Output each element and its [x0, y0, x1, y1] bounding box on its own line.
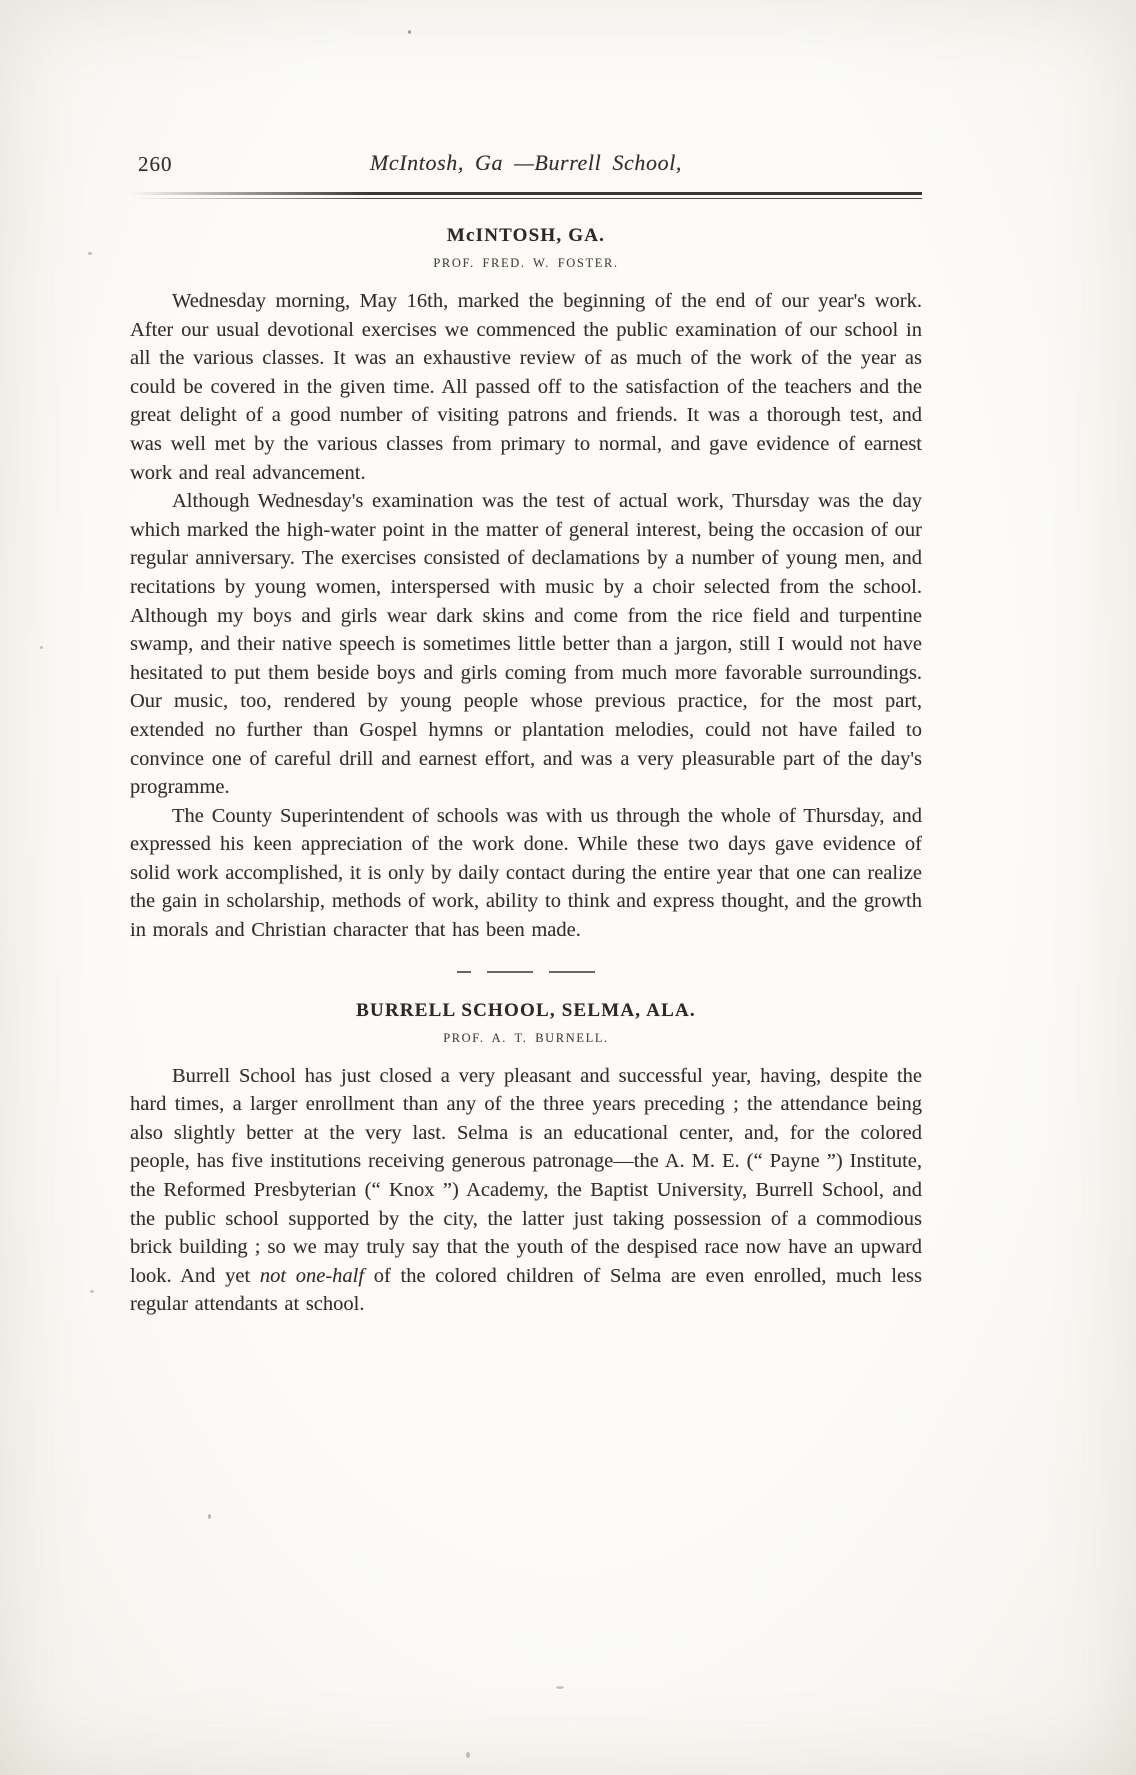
paragraph-text: Burrell School has just closed a very pleasant and successful year, having, despite the hard times, a larger enrollment than any of the three years preceding ; the attendance being also slightly better at the very last. Selma is an educational center, and, for the colored people, has five institutions receiving generous patronage—the A. M. E. (“ Payne ”) Institute, the Reformed Presbyterian (“ Knox ”) Academy, the Baptist University, Burrell School, and the public school supported by the city, the latter just taking possession of a commodious brick building ; so we may truly say that the youth of the despised race now have an upward look. And yet	[130, 1064, 922, 1287]
paragraph: Wednesday morning, May 16th, marked the beginning of the end of our year's work. After our usual devotional exercises we commenced the public examination of our school in all the various classes. It was an exhaustive review of as much of the work of the year as could be covered in the given time. All passed off to the satisfaction of the teachers and the great delight of a good number of visiting patrons and friends. It was a thorough test, and was well met by the various classes from primary to normal, and gave evidence of earnest work and real advancement.	[130, 290, 922, 484]
paragraph	[130, 1062, 922, 1319]
page-number: 260	[138, 152, 173, 176]
divider-dash	[457, 971, 471, 973]
scan-speck	[556, 1686, 564, 1689]
article-mcintosh-title: McINTOSH, GA.	[446, 225, 606, 246]
paragraph: Although Wednesday's examination was the test of actual work, Thursday was the day which marked the high-water point in the matter of general interest, being the occasion of our regular anniversary. The exercises consisted of declamations by a number of young men, and recitations by young women, interspersed with music by a choir selected from the school. Although my boys and girls wear dark skins and come from the rice field and turpentine swamp, and their native speech is sometimes little better than a jargon, still I would not have hesitated to put them beside boys and girls coming from much more favorable surroundings. Our music, too, rendered by young people whose previous practice, for the most part, extended no further than Gospel hymns or plantation melodies, could not have failed to convince one of careful drill and earnest effort, and was a very pleasurable part of the day's programme.	[130, 490, 922, 799]
page-content	[130, 150, 922, 1319]
scan-speck	[88, 252, 92, 255]
section-divider	[130, 971, 922, 974]
scan-speck	[408, 30, 411, 34]
article-burrell-byline: PROF. A. T. BURNELL.	[443, 1030, 609, 1045]
header-rule-thick	[130, 192, 922, 195]
divider-dash	[487, 971, 533, 973]
paragraph: The County Superintendent of schools was with us through the whole of Thursday, and expressed his keen appreciation of the work done. While these two days gave evidence of solid work accomplished, it is only by daily contact during the entire year that one can realize the gain in scholarship, methods of work, ability to think and express thought, and the growth in morals and Christian character that has been made.	[130, 804, 922, 942]
scan-speck	[208, 1514, 211, 1519]
scan-speck	[466, 1752, 470, 1758]
divider-dash	[549, 971, 595, 973]
article-mcintosh-body	[130, 287, 922, 945]
running-header	[130, 150, 922, 182]
scan-speck	[90, 1290, 94, 1293]
italic-phrase: not one-half	[259, 1264, 365, 1287]
article-burrell	[130, 1000, 922, 1319]
header-rule-thin	[130, 198, 922, 199]
article-burrell-body	[130, 1062, 922, 1319]
header-rule	[130, 192, 922, 199]
article-mcintosh-byline: PROF. FRED. W. FOSTER.	[433, 256, 619, 270]
paragraph-text: of the colored children of Selma are even enrolled, much less regular attendants at school.	[130, 1264, 922, 1316]
scan-speck	[40, 646, 43, 649]
article-burrell-title: BURRELL SCHOOL, SELMA, ALA.	[356, 999, 696, 1021]
article-mcintosh	[130, 225, 922, 945]
running-title: McIntosh, Ga —Burrell School,	[369, 150, 683, 175]
